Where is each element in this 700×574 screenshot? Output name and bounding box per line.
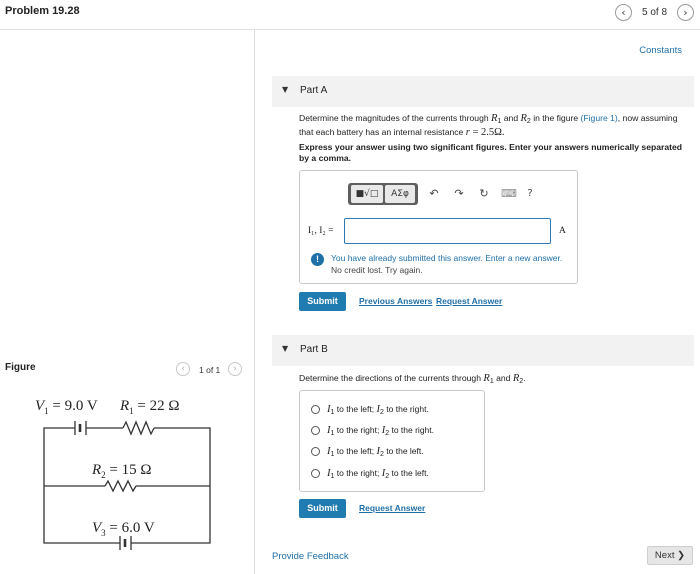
part-b-submit-button[interactable]: Submit [299,499,346,518]
part-b-header[interactable] [272,335,694,366]
choices-box [299,390,485,492]
prev-problem-button[interactable]: ‹ [615,4,632,21]
r2-resistor-icon [105,481,136,491]
top-bar [0,0,700,30]
r2-label: $R_2 = 15$ Ω [92,462,152,480]
figure-prev-button[interactable]: ‹ [176,362,190,376]
collapse-caret-icon: ▼ [282,85,289,94]
constants-link[interactable]: Constants [639,45,682,56]
figure-next-button[interactable]: › [228,362,242,376]
choice-label: $I_1$ to the left; $I_2$ to the right. [327,404,429,416]
warning-subtext: No credit lost. Try again. [331,265,423,275]
page-indicator: 5 of 8 [642,7,668,18]
part-a-request-answer-link[interactable]: Request Answer [436,296,503,306]
choice-label: $I_1$ to the right; $I_2$ to the right. [327,425,434,437]
problem-title: Problem 19.28 [5,5,80,17]
figure-link[interactable]: (Figure 1) [580,113,618,123]
part-b-request-answer-link[interactable]: Request Answer [359,503,426,513]
column-divider [254,30,255,574]
v3-label: $V_3 = 6.0$ V [92,520,155,538]
keyboard-icon[interactable]: ⌨ [501,187,517,200]
previous-answers-link[interactable]: Previous Answers [359,296,433,306]
math-toolbar [348,183,531,205]
templates-button[interactable]: ■√□ [351,185,383,203]
part-a-submit-button[interactable]: Submit [299,292,346,311]
answer-input[interactable] [344,218,551,244]
part-a-question: Determine the magnitudes of the currents through $R_1$ and $R_2$ in the figure (Figure 1), now assuming that each battery has an internal resistance r = 2.5Ω. [299,113,678,138]
radio-button[interactable] [311,426,320,435]
warning-message: You have already submitted this answer. Enter a new answer. [331,253,563,263]
part-a-label: Part A [300,85,328,96]
choice-label: $I_1$ to the left; $I_2$ to the left. [327,446,424,458]
part-b-label: Part B [300,344,328,355]
r1-resistor-icon [123,422,154,434]
info-icon: ! [311,253,324,266]
provide-feedback-link[interactable]: Provide Feedback [272,551,349,562]
answer-box [299,170,578,284]
undo-icon[interactable]: ↶ [429,187,439,200]
r1-label: $R_1 = 22$ Ω [120,398,180,416]
answer-label: I₁, I₂ = [308,226,334,236]
collapse-caret-icon: ▼ [282,344,289,353]
part-b-question: Determine the directions of the currents through $R_1$ and $R_2$. [299,373,526,385]
greek-symbols-button[interactable]: ΑΣφ [385,185,415,203]
next-button[interactable]: Next ❯ [647,546,693,565]
radio-button[interactable] [311,469,320,478]
radio-button[interactable] [311,447,320,456]
next-problem-button[interactable]: › [677,4,694,21]
part-a-instruction: Express your answer using two significant figures. Enter your answers numerically separated by a comma. [299,142,683,163]
radio-button[interactable] [311,405,320,414]
unit-label: A [559,226,566,236]
circuit-diagram [30,388,220,556]
figure-count: 1 of 1 [199,365,221,375]
redo-icon[interactable]: ↷ [454,187,464,200]
part-a-header[interactable] [272,76,694,107]
v1-label: $V_1 = 9.0$ V [35,398,98,416]
reset-icon[interactable]: ↻ [479,187,489,200]
figure-label: Figure [5,362,36,373]
choice-label: $I_1$ to the right; $I_2$ to the left. [327,468,429,480]
help-icon[interactable]: ? [527,188,533,199]
